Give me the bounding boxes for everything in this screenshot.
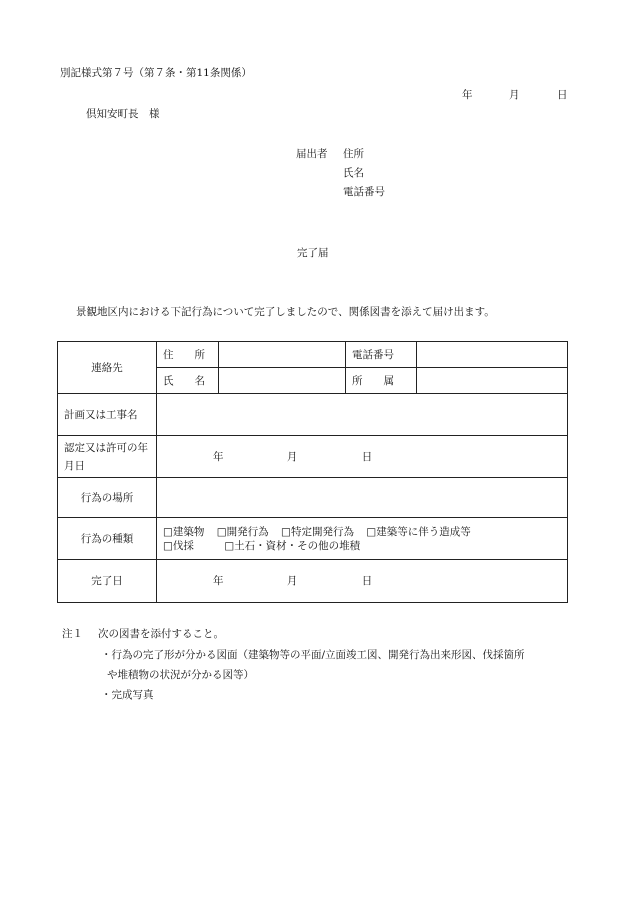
plan-row	[58, 394, 568, 436]
date-month-label: 月	[509, 89, 520, 101]
kind-option-development[interactable]: □開発行為	[216, 525, 269, 538]
completion-day-label: 日	[361, 575, 373, 587]
contact-phone-value[interactable]	[417, 342, 568, 368]
contact-affiliation-value[interactable]	[417, 368, 568, 394]
note-main: 次の図書を添付すること。	[98, 628, 224, 640]
completion-date-label: 完了日	[58, 560, 157, 603]
contact-address-value[interactable]	[219, 342, 346, 368]
recipient: 倶知安町長 様	[86, 108, 160, 120]
kind-option-logging[interactable]: □伐採	[163, 539, 194, 552]
location-row	[58, 478, 568, 518]
approval-year-label: 年	[213, 450, 224, 463]
plan-value[interactable]	[157, 394, 568, 436]
kind-options-line2	[163, 539, 561, 553]
note-item2: ・完成写真	[101, 689, 154, 701]
contact-phone-label: 電話番号	[346, 342, 417, 368]
document-title: 完了届	[297, 247, 329, 259]
contact-address-label: 住 所	[157, 342, 219, 368]
completion-year-label: 年	[213, 575, 224, 587]
applicant-label: 届出者	[296, 148, 328, 160]
kind-row	[58, 518, 568, 560]
note-item1-line2: や堆積物の状況が分かる図等）	[107, 669, 254, 681]
note-item1-line1: ・行為の完了形が分かる図面（建築物等の平面/立面竣工図、開発行為出来形図、伐採箇所	[101, 649, 525, 661]
kind-options	[157, 518, 568, 560]
date-year-label: 年	[462, 89, 473, 101]
kind-option-special-development[interactable]: □特定開発行為	[281, 525, 354, 538]
approval-date-label: 認定又は許可の年月日	[58, 436, 157, 478]
approval-month-label: 月	[286, 450, 298, 463]
completion-month-label: 月	[286, 575, 298, 587]
applicant-phone-label: 電話番号	[343, 186, 385, 198]
approval-date-row	[58, 436, 568, 478]
date-day-label: 日	[557, 89, 568, 101]
plan-label: 計画又は工事名	[58, 394, 157, 436]
completion-date-value[interactable]	[157, 560, 568, 603]
contact-row-address	[58, 342, 568, 368]
location-label: 行為の場所	[58, 478, 157, 518]
completion-form-table	[57, 341, 568, 603]
applicant-address-label: 住所	[343, 148, 364, 160]
applicant-name-label: 氏名	[343, 167, 364, 179]
contact-label: 連絡先	[58, 342, 157, 394]
note-prefix: 注１	[62, 628, 83, 640]
completion-date-row	[58, 560, 568, 603]
location-value[interactable]	[157, 478, 568, 518]
kind-option-land-preparation[interactable]: □建築等に伴う造成等	[366, 525, 471, 538]
contact-name-label: 氏 名	[157, 368, 219, 394]
kind-option-stockpile[interactable]: □土石・資材・その他の堆積	[224, 539, 361, 552]
intro-text: 景観地区内における下記行為について完了しましたので、関係図書を添えて届け出ます。	[76, 306, 495, 318]
contact-affiliation-label: 所 属	[346, 368, 417, 394]
form-number: 別記様式第７号（第７条・第11条関係）	[60, 67, 252, 79]
contact-name-value[interactable]	[219, 368, 346, 394]
approval-day-label: 日	[361, 450, 373, 463]
approval-date-value[interactable]	[157, 436, 568, 478]
kind-option-building[interactable]: □建築物	[163, 525, 205, 538]
kind-options-line1	[163, 525, 561, 539]
kind-label: 行為の種類	[58, 518, 157, 560]
